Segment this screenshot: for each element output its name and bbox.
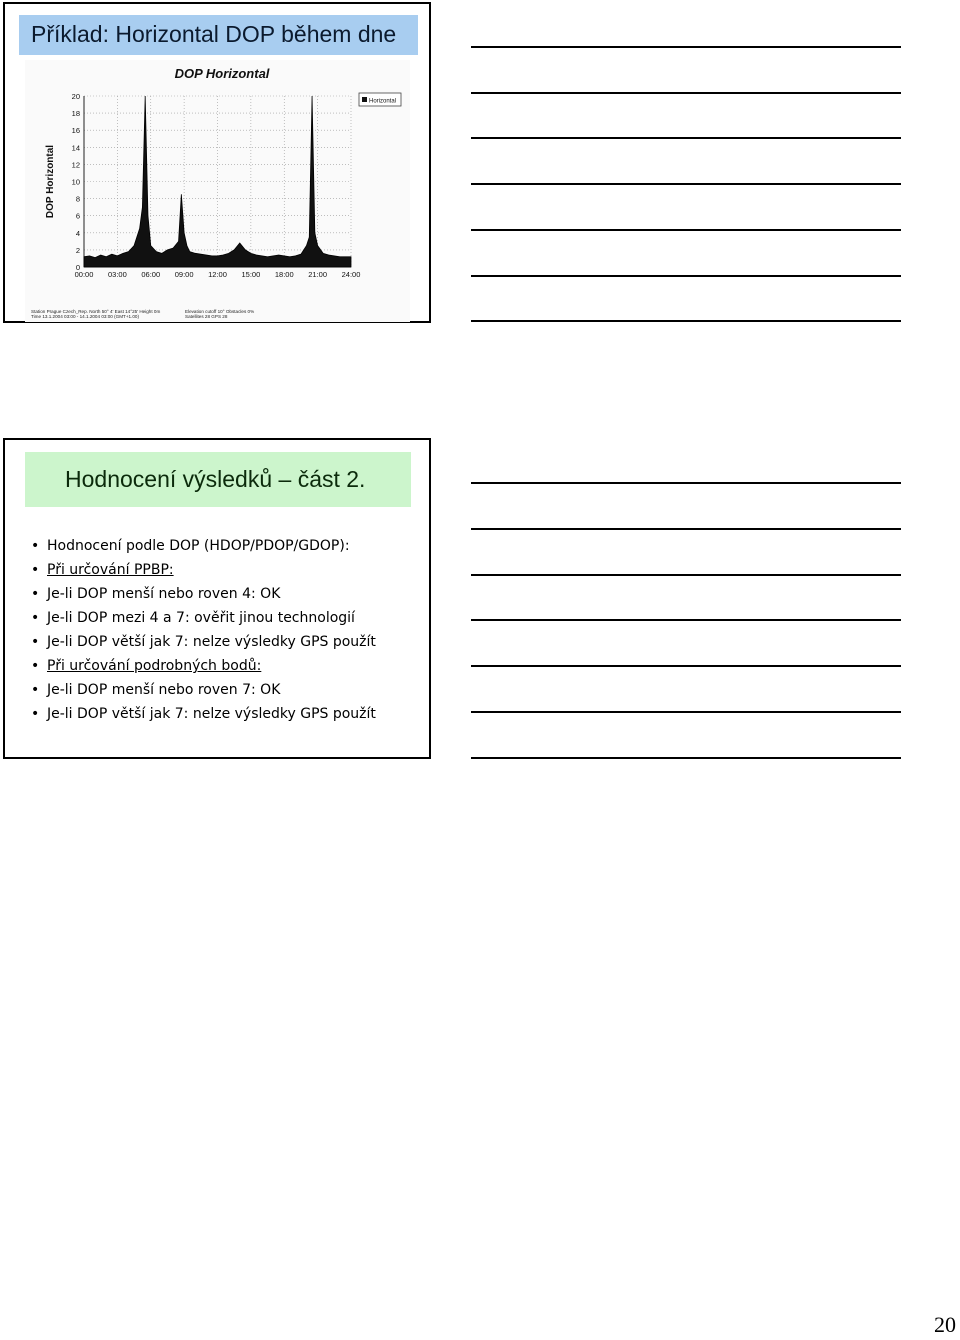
x-tick-label: 21:00	[308, 270, 328, 279]
x-tick-label: 18:00	[274, 270, 294, 279]
bullet-text: Je-li DOP menší nebo roven 7: OK	[47, 682, 281, 698]
x-tick-label: 00:00	[74, 270, 94, 279]
bullet-text: Je-li DOP větší jak 7: nelze výsledky GPS použít	[47, 634, 376, 650]
x-tick-label: 12:00	[208, 270, 227, 279]
bullet-text: Je-li DOP větší jak 7: nelze výsledky GPS použít	[47, 706, 376, 722]
notes-line	[471, 137, 901, 139]
y-tick-label: 10	[71, 177, 80, 187]
notes-line	[471, 574, 901, 576]
legend-label: Horizontal	[369, 98, 397, 105]
slide-1-title: Příklad: Horizontal DOP během dne	[31, 21, 397, 47]
bullet-item	[31, 654, 376, 678]
notes-line	[471, 711, 901, 713]
bullet-item	[31, 606, 376, 630]
chart-title: DOP Horizontal	[174, 66, 270, 81]
y-tick-label: 8	[75, 194, 80, 204]
footer-time: Time 13.1.2004 03:00 - 14.1.2004 03:00 (GMT+1.00)	[31, 314, 139, 319]
bullet-item	[31, 534, 376, 558]
footer-station: Station Prague Czech_Rep. North 50° 4' East 14°25' Height 0m	[31, 309, 161, 314]
footer-satellites: Satellites 28 GPS 28	[185, 314, 228, 319]
notes-line	[471, 46, 901, 48]
bullet-item	[31, 630, 376, 654]
x-tick-label: 06:00	[141, 270, 161, 279]
slide-2	[3, 438, 431, 759]
y-tick-label: 4	[75, 228, 80, 238]
dop-chart-svg	[25, 60, 410, 322]
notes-line	[471, 757, 901, 759]
bullet-text: Při určování PPBP:	[47, 562, 174, 578]
dop-chart	[25, 60, 410, 322]
notes-line	[471, 229, 901, 231]
slide-1-title-bar	[19, 15, 418, 55]
y-tick-label: 16	[71, 126, 80, 136]
bullet-item	[31, 678, 376, 702]
legend-swatch	[362, 97, 367, 102]
slide-2-title-bar	[25, 452, 411, 507]
bullet-item	[31, 558, 376, 582]
bullet-text: Hodnocení podle DOP (HDOP/PDOP/GDOP):	[47, 538, 350, 554]
bullet-item	[31, 702, 376, 726]
notes-line	[471, 619, 901, 621]
footer-elevation: Elevation cutoff 10° Obstacles 0%	[185, 309, 255, 314]
slide-1	[3, 2, 431, 323]
notes-line	[471, 92, 901, 94]
bullet-list	[31, 534, 376, 726]
y-tick-label: 12	[71, 160, 80, 170]
bullet-text: Je-li DOP menší nebo roven 4: OK	[47, 586, 281, 602]
x-tick-label: 24:00	[341, 270, 361, 279]
notes-line	[471, 320, 901, 322]
y-axis-label: DOP Horizontal	[45, 144, 56, 219]
x-tick-label: 03:00	[107, 270, 127, 279]
y-tick-label: 18	[71, 109, 80, 119]
y-tick-label: 2	[75, 245, 80, 255]
notes-line	[471, 482, 901, 484]
x-tick-label: 09:00	[174, 270, 194, 279]
notes-line	[471, 275, 901, 277]
bullet-text: Je-li DOP mezi 4 a 7: ověřit jinou technologií	[47, 610, 355, 626]
slide-2-title: Hodnocení výsledků – část 2.	[65, 466, 366, 492]
notes-line	[471, 665, 901, 667]
notes-line	[471, 183, 901, 185]
bullet-item	[31, 582, 376, 606]
page-number: 20	[934, 1312, 956, 1337]
x-tick-label: 15:00	[241, 270, 261, 279]
y-tick-label: 6	[75, 211, 80, 221]
y-tick-label: 20	[71, 92, 80, 101]
y-tick-label: 14	[71, 143, 80, 153]
y-tick-label: 0	[75, 263, 80, 272]
bullet-text: Při určování podrobných bodů:	[47, 658, 262, 674]
notes-line	[471, 528, 901, 530]
